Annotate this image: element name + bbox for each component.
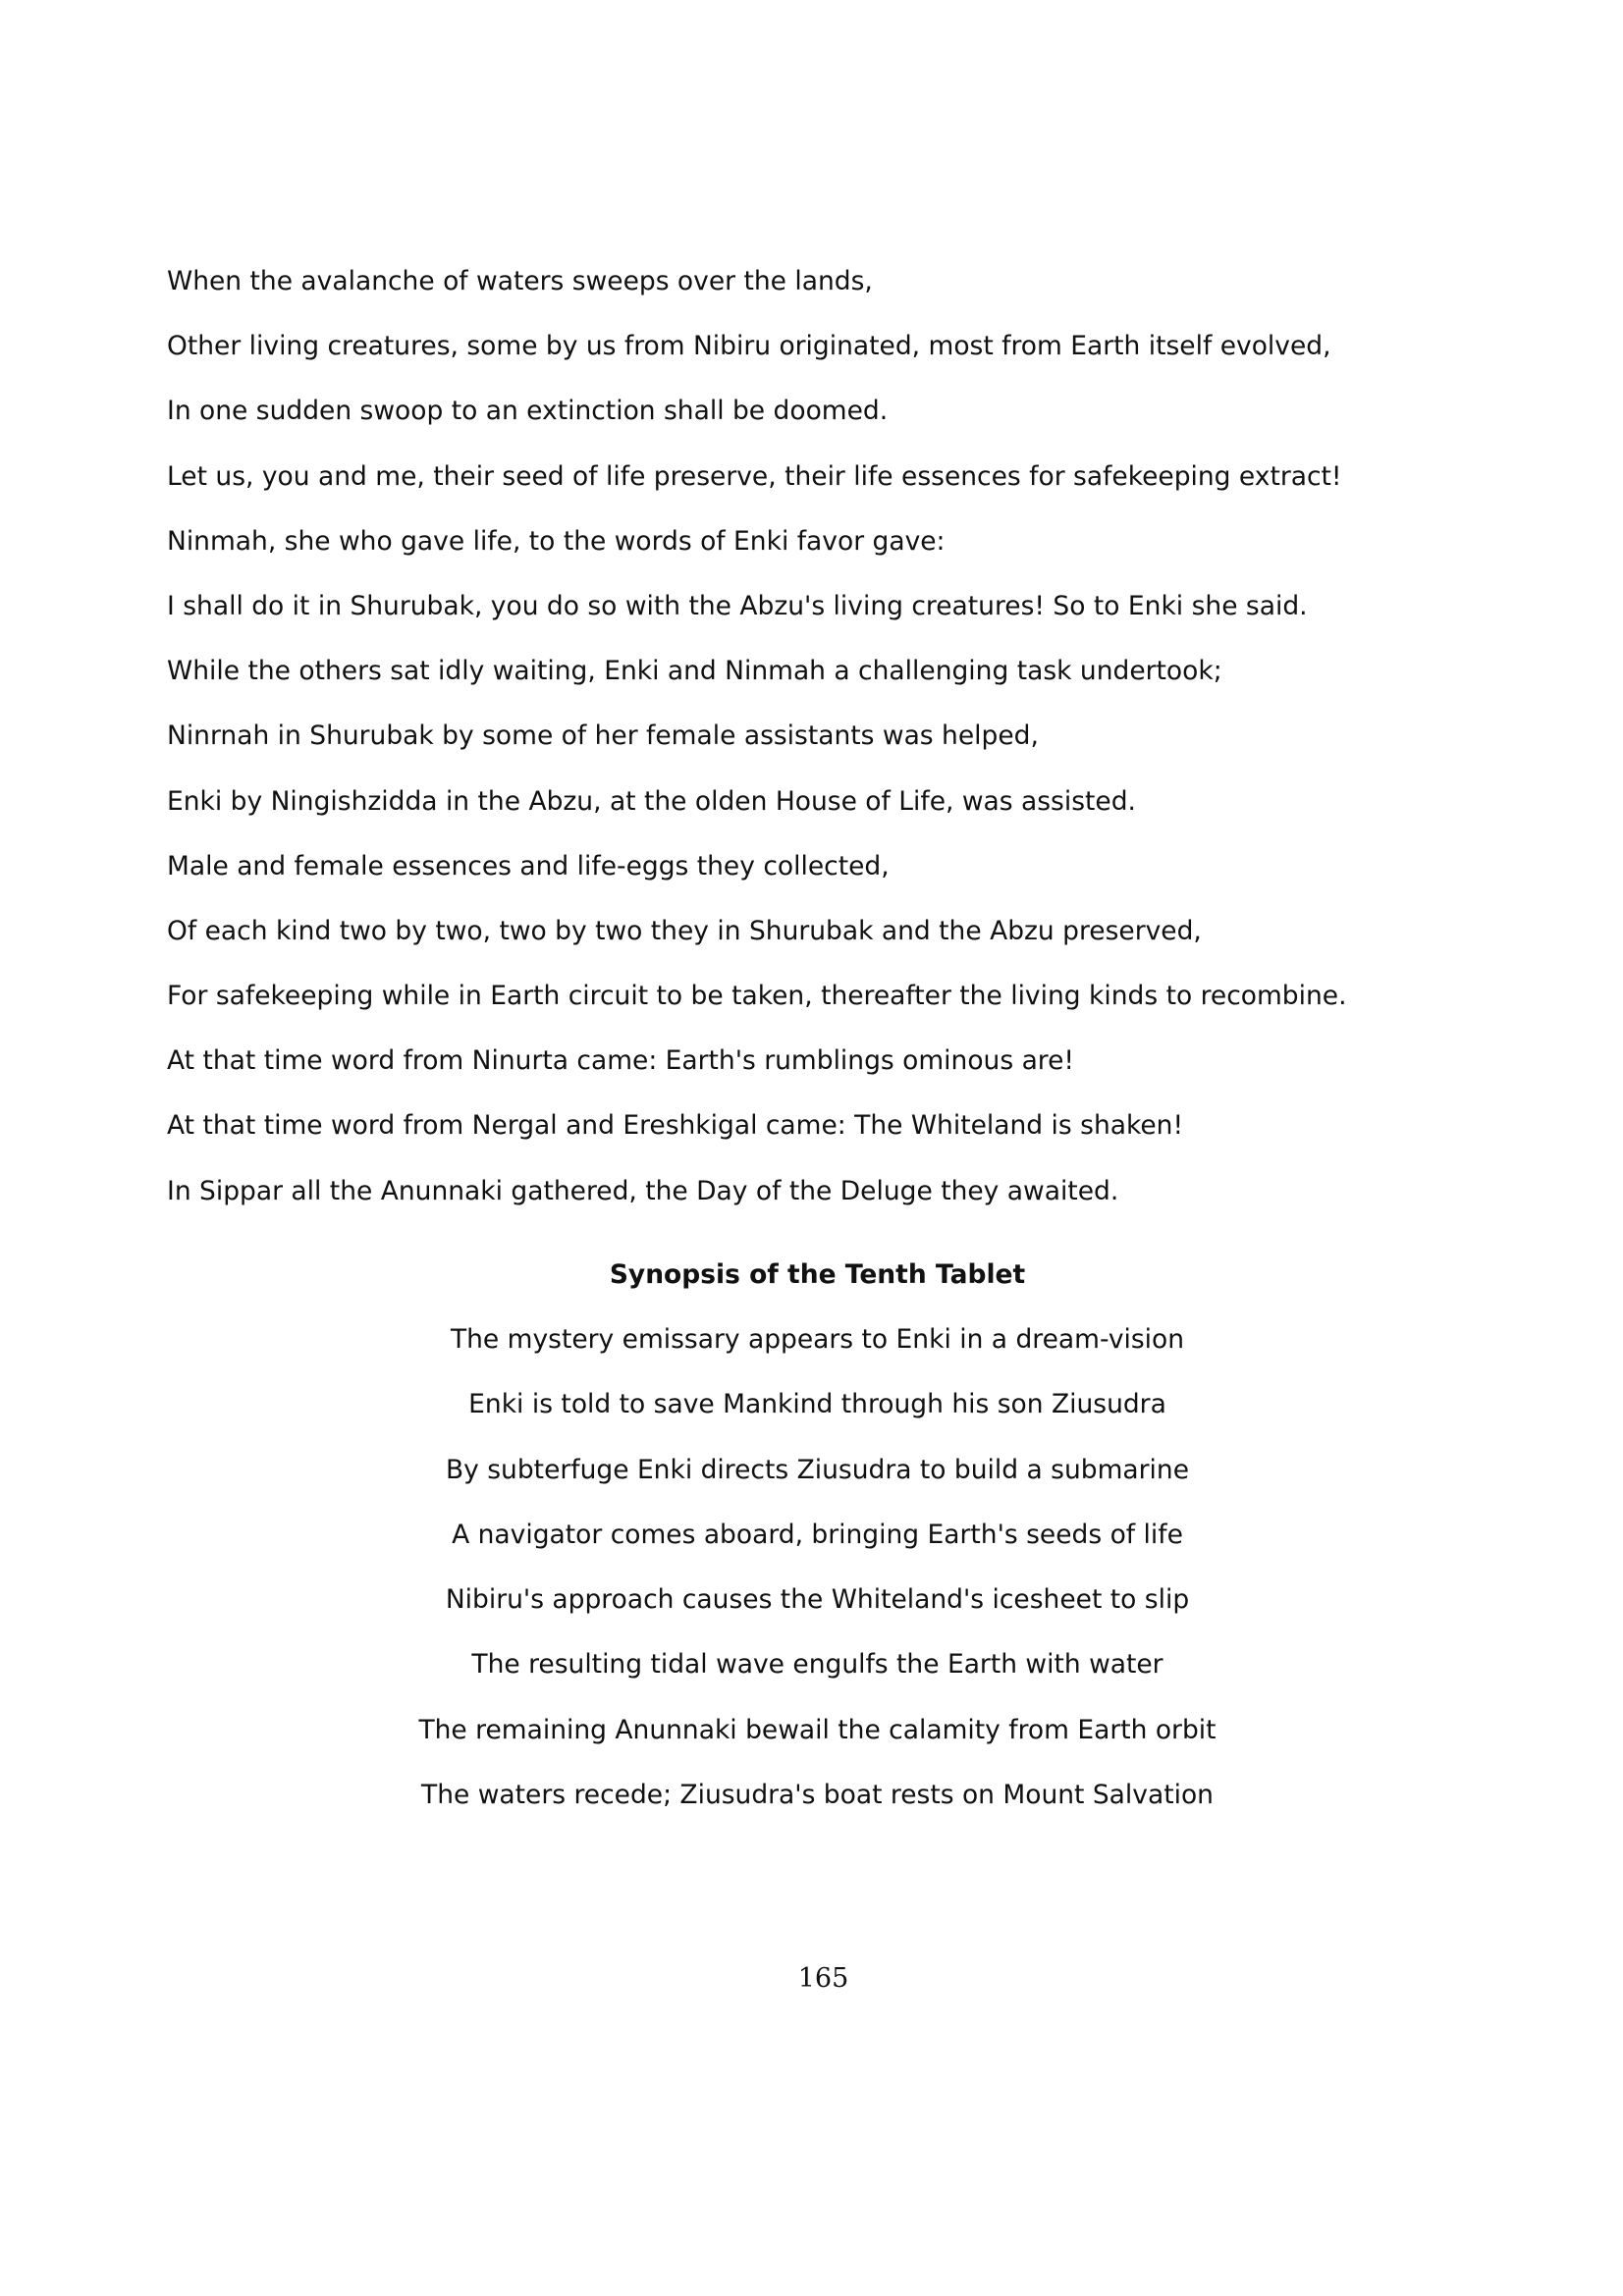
body-line: At that time word from Ninurta came: Earth's rumblings ominous are! <box>167 1045 1075 1077</box>
body-line: Ninmah, she who gave life, to the words of Enki favor gave: <box>167 525 946 557</box>
synopsis-section <box>0 1243 1623 1828</box>
body-line: Of each kind two by two, two by two they in Shurubak and the Abzu preserved, <box>167 915 1202 946</box>
synopsis-line: The waters recede; Ziusudra's boat rests on Mount Salvation <box>421 1780 1214 1811</box>
body-text <box>167 249 1483 1224</box>
synopsis-line: A navigator comes aboard, bringing Earth's seeds of life <box>452 1519 1183 1550</box>
synopsis-line: The mystery emissary appears to Enki in a dream-vision <box>450 1324 1185 1355</box>
body-line: In one sudden swoop to an extinction shall be doomed. <box>167 396 889 427</box>
body-line: For safekeeping while in Earth circuit to be taken, thereafter the living kinds to recombine. <box>167 981 1347 1012</box>
synopsis-line: By subterfuge Enki directs Ziusudra to build a submarine <box>445 1454 1190 1485</box>
synopsis-heading: Synopsis of the Tenth Tablet <box>609 1259 1026 1290</box>
body-line: When the avalanche of waters sweeps over the lands, <box>167 266 873 296</box>
body-line: While the others sat idly waiting, Enki and Ninmah a challenging task undertook; <box>167 656 1222 687</box>
synopsis-line: The resulting tidal wave engulfs the Earth with water <box>471 1649 1163 1681</box>
synopsis-line: The remaining Anunnaki bewail the calamity from Earth orbit <box>418 1714 1217 1745</box>
synopsis-line: Enki is told to save Mankind through his son Ziusudra <box>468 1389 1166 1420</box>
body-line: Other living creatures, some by us from Nibiru originated, most from Earth itself evolved, <box>167 331 1331 362</box>
body-line: Ninrnah in Shurubak by some of her female assistants was helped, <box>167 721 1039 752</box>
body-line: Enki by Ningishzidda in the Abzu, at the olden House of Life, was assisted. <box>167 785 1136 817</box>
body-line: At that time word from Nergal and Ereshkigal came: The Whiteland is shaken! <box>167 1110 1184 1142</box>
synopsis-line: Nibiru's approach causes the Whiteland's icesheet to slip <box>445 1584 1190 1616</box>
body-line: Male and female essences and life-eggs they collected, <box>167 850 890 881</box>
body-line: I shall do it in Shurubak, you do so with the Abzu's living creatures! So to Enki she said. <box>167 590 1308 621</box>
page-number: 165 <box>797 1963 849 1994</box>
body-line: In Sippar all the Anunnaki gathered, the Day of the Deluge they awaited. <box>167 1175 1119 1206</box>
body-line: Let us, you and me, their seed of life preserve, their life essences for safekeeping extract! <box>167 460 1342 492</box>
